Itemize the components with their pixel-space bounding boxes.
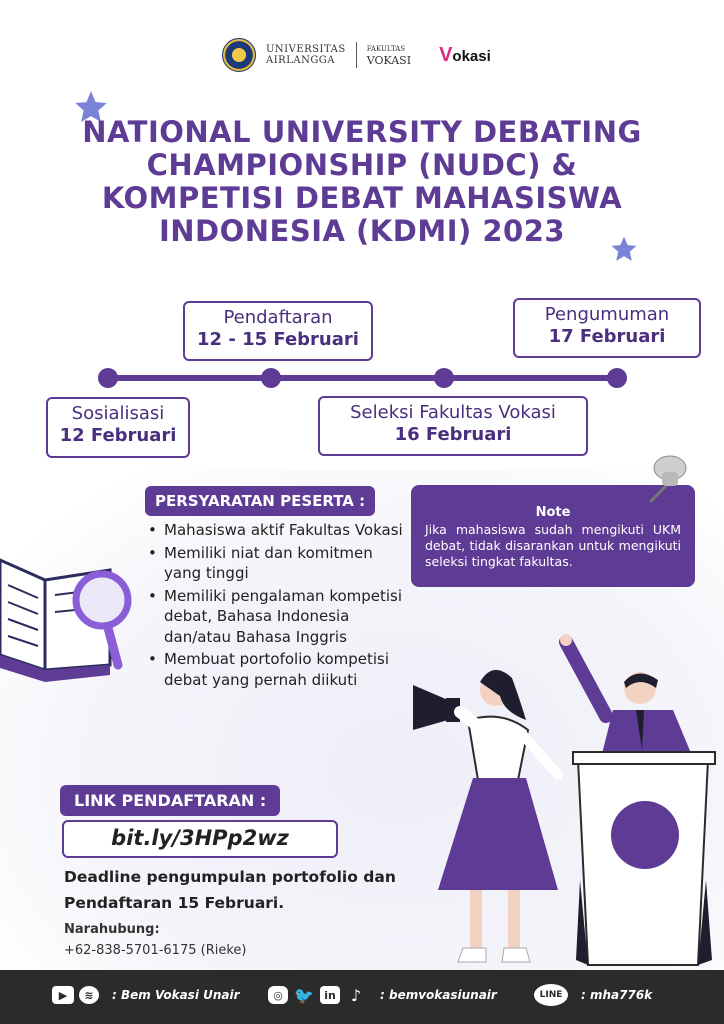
logo-divider (356, 42, 357, 68)
list-item: • Membuat portofolio kompetisi debat yang pernah diikuti (146, 649, 408, 690)
list-item: • Mahasiswa aktif Fakultas Vokasi (146, 520, 408, 541)
registration-heading: LINK PENDAFTARAN : (60, 785, 280, 816)
note-title: Note (535, 505, 571, 520)
timeline-dot (434, 368, 454, 388)
twitter-icon[interactable]: 🐦 (294, 985, 314, 1005)
footer-line: LINE : mha776k (534, 984, 652, 1006)
deadline-text: Deadline pengumpulan portofolio dan Pendaftaran 15 Februari. (64, 868, 396, 912)
note-body: Jika mahasiswa sudah mengikuti UKM debat, tidak disarankan untuk mengikuti seleksi tingkat fakultas. (425, 522, 681, 569)
vokasi-brand-logo: Vokasi (439, 43, 491, 66)
timeline-dot (607, 368, 627, 388)
spotify-icon[interactable]: ≋ (79, 986, 99, 1004)
university-name: UNIVERSITAS AIRLANGGA (266, 44, 346, 66)
timeline-dot (261, 368, 281, 388)
timeline-sosialisasi: Sosialisasi 12 Februari (46, 397, 190, 458)
requirements-heading: PERSYARATAN PESERTA : (145, 486, 375, 516)
linkedin-icon[interactable]: in (320, 986, 340, 1004)
debaters-illustration (408, 630, 724, 970)
book-magnifier-illustration (0, 540, 140, 690)
footer-bar (0, 970, 724, 1024)
requirements-list (146, 520, 408, 692)
list-item: • Memiliki niat dan komitmen yang tinggi (146, 543, 408, 584)
tiktok-icon[interactable]: ♪ (350, 985, 362, 1005)
header-logos (222, 38, 491, 72)
timeline-dot (98, 368, 118, 388)
contact-label: Narahubung: (64, 922, 160, 937)
timeline-line (108, 375, 620, 381)
page-title: NATIONAL UNIVERSITY DEBATING CHAMPIONSHIP (NUDC) & KOMPETISI DEBAT MAHASISWA INDONESIA (KDMI) 2023 (82, 115, 642, 248)
list-item: • Memiliki pengalaman kompetisi debat, Bahasa Indonesia dan/atau Bahasa Inggris (146, 586, 408, 648)
footer-youtube-spotify: ▶ ≋ : Bem Vokasi Unair (52, 986, 240, 1004)
footer-socials: ◎ 🐦 in ♪ : bemvokasiunair (268, 986, 497, 1004)
registration-link[interactable]: bit.ly/3HPp2wz (62, 820, 338, 858)
youtube-icon[interactable]: ▶ (52, 986, 74, 1004)
contact-value: +62-838-5701-6175 (Rieke) (64, 943, 247, 958)
pushpin-icon (640, 450, 696, 506)
timeline-seleksi: Seleksi Fakultas Vokasi 16 Februari (318, 396, 588, 456)
timeline-pendaftaran: Pendaftaran 12 - 15 Februari (183, 301, 373, 361)
instagram-icon[interactable]: ◎ (268, 986, 288, 1004)
faculty-name: FAKULTAS VOKASI (366, 45, 412, 67)
unair-seal-logo (222, 38, 256, 72)
line-app-icon[interactable]: LINE (534, 984, 568, 1006)
timeline-pengumuman: Pengumuman 17 Februari (513, 298, 701, 358)
